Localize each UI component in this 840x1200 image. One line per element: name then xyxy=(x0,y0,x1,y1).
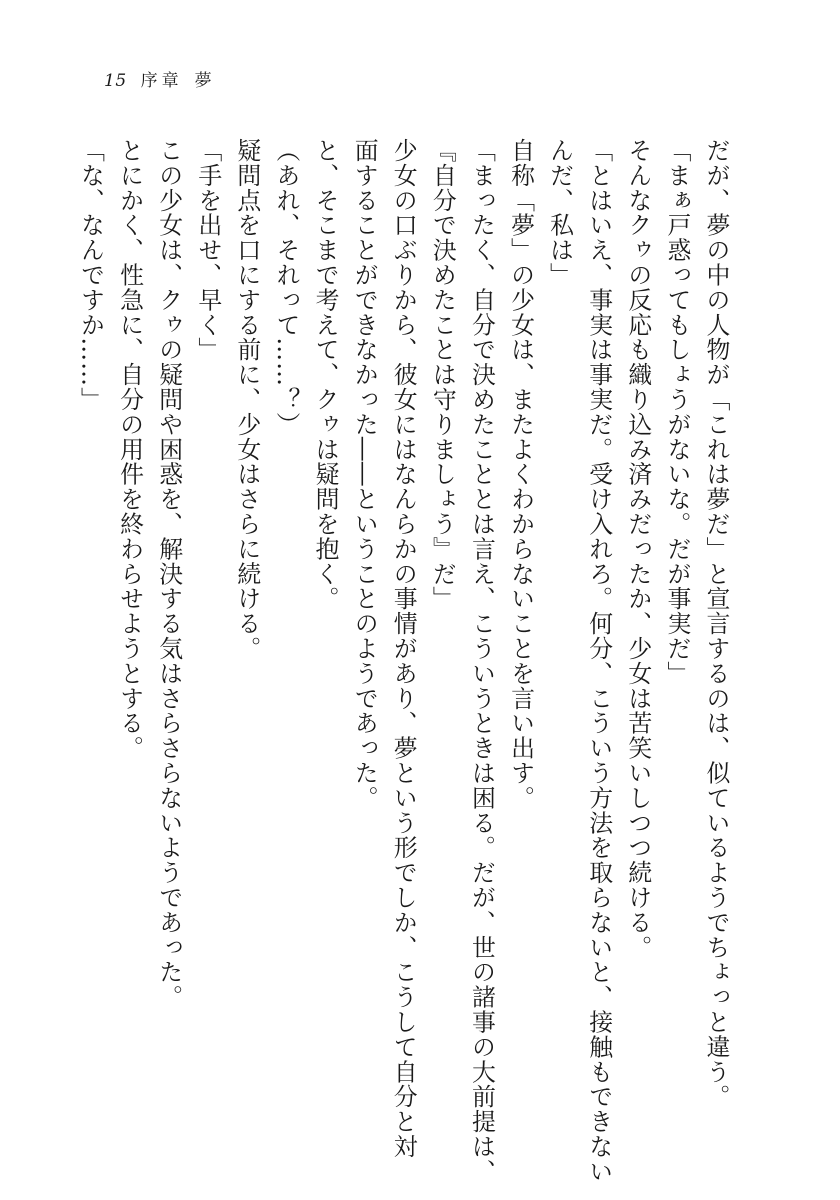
page-number: 15 xyxy=(104,71,127,91)
text-line: んだ、私は」 xyxy=(545,138,574,288)
text-line: 「とはいえ、事実は事実だ。受け入れろ。何分、こういう方法を取らないと、接触もできない xyxy=(584,138,613,1184)
chapter-label: 序章 xyxy=(140,71,183,91)
text-line: 少女の口ぶりから、彼女にはなんらかの事情があり、夢という形でしか、こうして自分と対 xyxy=(389,138,418,1159)
text-line: とにかく、性急に、自分の用件を終わらせようとする。 xyxy=(115,138,144,761)
text-line: 「まったく、自分で決めたこととは言え、こういうときは困る。だが、世の諸事の大前提は、 xyxy=(467,138,496,1184)
text-line: 面することができなかった――ということのようであった。 xyxy=(350,138,379,811)
text-line: 『自分で決めたことは守りましょう』だ」 xyxy=(428,138,457,612)
chapter-title: 夢 xyxy=(194,71,213,91)
text-line: この少女は、クゥの疑問や困惑を、解決する気はさらさらないようであった。 xyxy=(154,138,183,1010)
text-line: と、そこまで考えて、クゥは疑問を抱く。 xyxy=(311,138,340,612)
text-line: 自称「夢」の少女は、またよくわからないことを言い出す。 xyxy=(506,138,535,811)
text-line: 「手を出せ、早く」 xyxy=(193,138,222,363)
text-line: （あれ、それって……？） xyxy=(271,138,300,437)
text-line: 疑問点を口にする前に、少女はさらに続ける。 xyxy=(232,138,261,661)
text-line: 「な、なんですか……」 xyxy=(76,138,105,412)
text-line: だが、夢の中の人物が「これは夢だ」と宣言するのは、似ているようでちょっと違う。 xyxy=(702,138,730,1110)
body-text xyxy=(70,138,735,1184)
text-line: 「まぁ戸惑ってもしょうがないな。だが事実だ」 xyxy=(662,138,691,686)
running-head xyxy=(104,66,212,91)
text-line: そんなクゥの反応も織り込み済みだったか、少女は苦笑いしつつ続ける。 xyxy=(623,138,652,960)
